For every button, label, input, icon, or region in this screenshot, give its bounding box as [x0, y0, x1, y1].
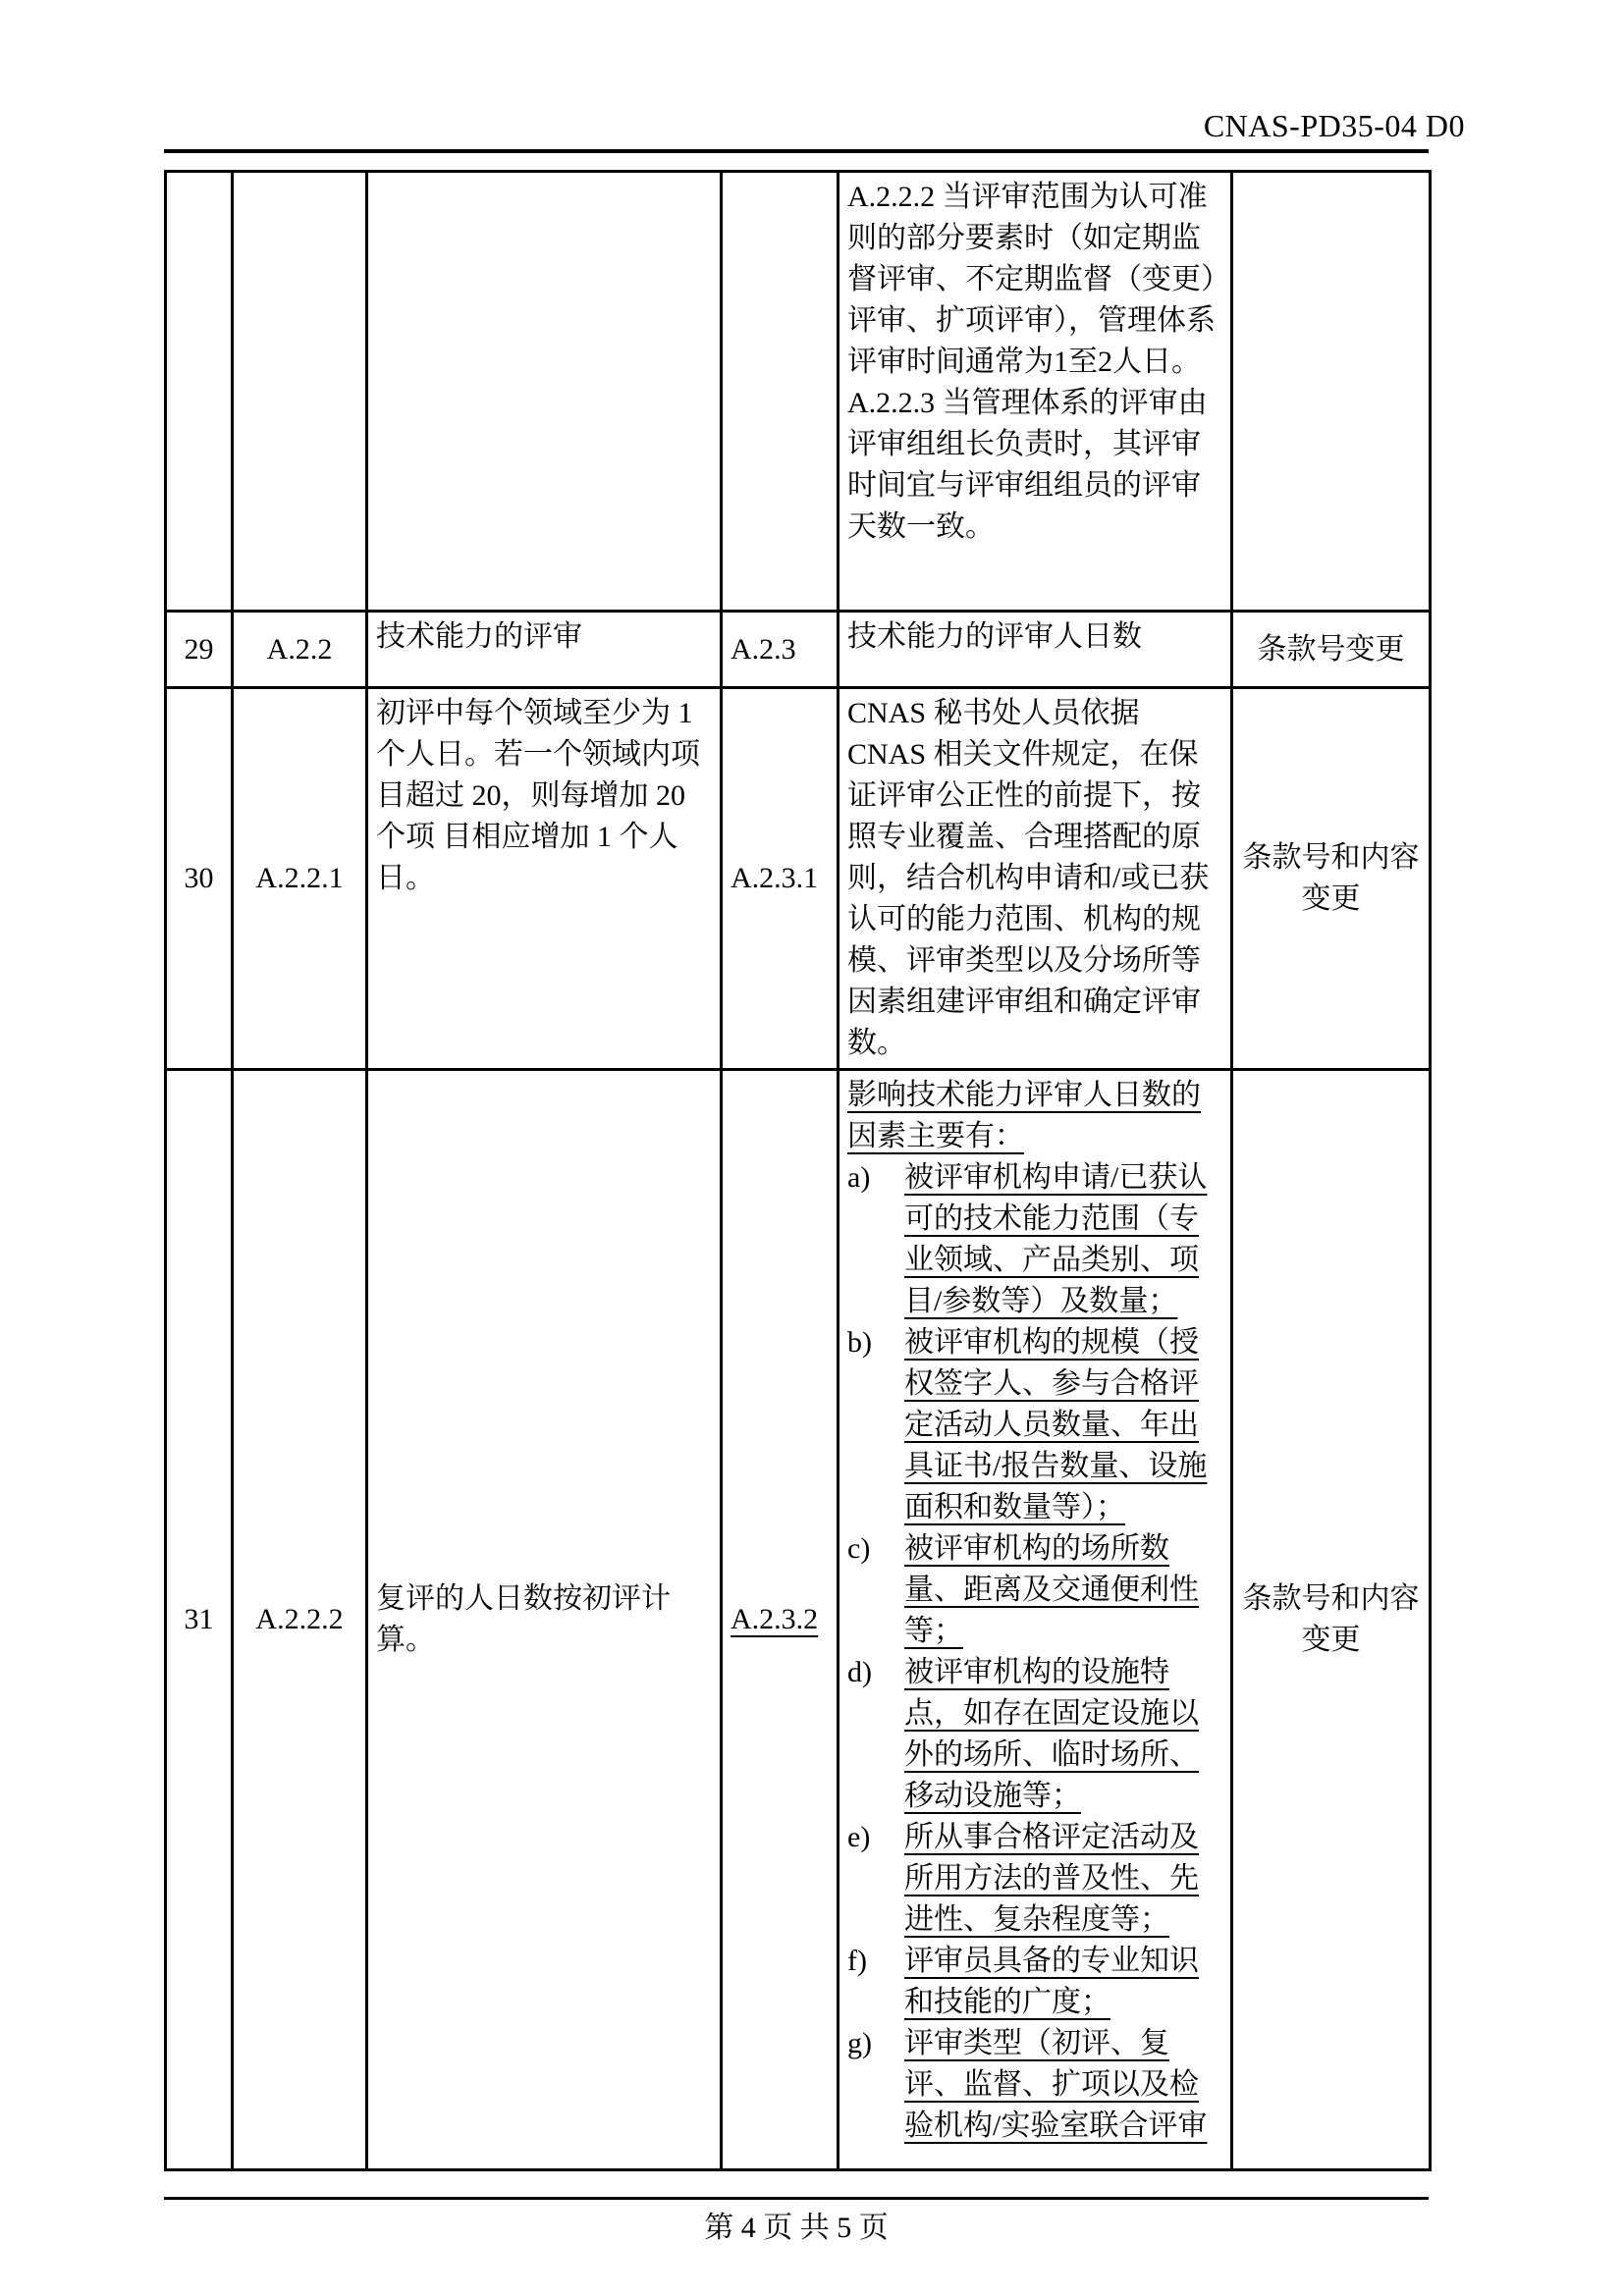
cell-new-clause	[722, 172, 839, 612]
list-item	[847, 2023, 1222, 2147]
cell-old-clause: A.2.2.2	[233, 1070, 367, 2170]
cell-new-content	[839, 1070, 1232, 2170]
header-rule	[164, 149, 1429, 153]
cell-new-content: CNAS 秘书处人员依据 CNAS 相关文件规定，在保证评审公正性的前提下，按照专业覆盖、合理搭配的原则，结合机构申请和/或已获认可的能力范围、机构的规模、评审类型以及分场所等因素组建评审组和确定评审数。	[839, 688, 1232, 1070]
list-text: 评审类型（初评、复评、监督、扩项以及检验机构/实验室联合评审	[904, 2027, 1208, 2142]
cell-new-content: 技术能力的评审人日数	[839, 612, 1232, 688]
new-content-paragraph: A.2.2.3 当管理体系的评审由评审组组长负责时，其评审时间宜与评审组组员的评审天数一致。	[847, 387, 1208, 543]
cell-new-clause: A.2.3.1	[722, 688, 839, 1070]
cell-change-type: 条款号和内容变更	[1232, 688, 1431, 1070]
list-text: 评审员具备的专业知识和技能的广度；	[904, 1945, 1199, 2018]
list-text: 被评审机构的设施特点，如存在固定设施以外的场所、临时场所、移动设施等；	[904, 1656, 1199, 1812]
cell-old-content: 复评的人日数按初评计算。	[367, 1070, 722, 2170]
table-row-continuation	[166, 172, 1431, 612]
cell-seq: 30	[166, 688, 233, 1070]
list-item	[847, 1322, 1222, 1528]
cell-old-content: 初评中每个领域至少为 1 个人日。若一个领域内项目超过 20，则每增加 20 个项 目相应增加 1 个人日。	[367, 688, 722, 1070]
list-marker: d)	[847, 1656, 872, 1688]
cell-seq: 31	[166, 1070, 233, 2170]
cell-old-content	[367, 172, 722, 612]
new-clause-underlined: A.2.3.2	[731, 1603, 819, 1635]
list-text: 被评审机构的场所数量、距离及交通便利性等；	[904, 1532, 1199, 1647]
list-text: 所从事合格评定活动及所用方法的普及性、先进性、复杂程度等；	[904, 1821, 1199, 1936]
footer-rule	[164, 2197, 1429, 2200]
list-text: 被评审机构申请/已获认可的技术能力范围（专业领域、产品类别、项目/参数等）及数量；	[904, 1161, 1208, 1317]
list-marker: c)	[847, 1532, 871, 1565]
table-row	[166, 688, 1431, 1070]
cell-new-content	[839, 172, 1232, 612]
doc-number: CNAS-PD35-04 D0	[1203, 108, 1465, 143]
list-item	[847, 1817, 1222, 1941]
cell-change-type: 条款号变更	[1232, 612, 1431, 688]
page-number: 第 4 页 共 5 页	[704, 2212, 889, 2244]
cell-seq	[166, 172, 233, 612]
cell-old-clause: A.2.2	[233, 612, 367, 688]
cell-seq: 29	[166, 612, 233, 688]
new-content-intro: 影响技术能力评审人日数的因素主要有：	[847, 1079, 1201, 1152]
list-item	[847, 1652, 1222, 1817]
cell-old-clause	[233, 172, 367, 612]
list-marker: e)	[847, 1821, 871, 1853]
list-item	[847, 1528, 1222, 1652]
table-row	[166, 1070, 1431, 2170]
list-text: 被评审机构的规模（授权签字人、参与合格评定活动人员数量、年出具证书/报告数量、设施面积和数量等）；	[904, 1326, 1208, 1523]
cell-change-type	[1232, 172, 1431, 612]
cell-old-clause: A.2.2.1	[233, 688, 367, 1070]
cell-new-clause: A.2.3	[722, 612, 839, 688]
cell-old-content: 技术能力的评审	[367, 612, 722, 688]
list-marker: b)	[847, 1326, 872, 1359]
list-item	[847, 1157, 1222, 1322]
table-row	[166, 612, 1431, 688]
revision-table	[164, 170, 1432, 2171]
list-marker: f)	[847, 1945, 867, 1977]
list-marker: a)	[847, 1161, 871, 1194]
new-content-paragraph: A.2.2.2 当评审范围为认可准则的部分要素时（如定期监督评审、不定期监督（变更）评审、扩项评审），管理体系评审时间通常为1至2人日。	[847, 181, 1216, 378]
cell-change-type: 条款号和内容变更	[1232, 1070, 1431, 2170]
list-item	[847, 1941, 1222, 2023]
cell-new-clause	[722, 1070, 839, 2170]
list-marker: g)	[847, 2027, 872, 2059]
